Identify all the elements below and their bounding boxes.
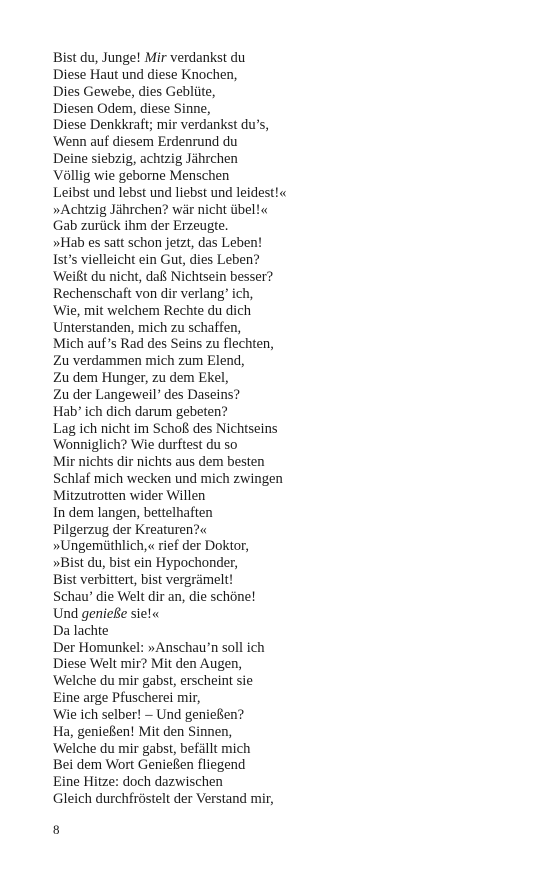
poem-line-text: Pilgerzug der Kreaturen?«: [53, 521, 207, 538]
poem-line-text: verdankst du: [166, 50, 246, 66]
poem-line: [53, 589, 523, 606]
poem-line-text: Lag ich nicht im Schoß des Nichtseins: [53, 420, 278, 437]
poem-line: [53, 640, 523, 657]
poem-line: [53, 84, 523, 101]
poem-line: [53, 488, 523, 505]
page-number: 8: [53, 822, 60, 837]
poem-line: [53, 724, 523, 741]
poem-line-text: »Ungemüthlich,« rief der Doktor,: [53, 538, 249, 555]
poem-line: [53, 538, 523, 555]
poem-line-text: Ha, genießen! Mit den Sinnen,: [53, 723, 233, 740]
poem-line-text: »Achtzig Jährchen? wär nicht übel!«: [53, 201, 268, 218]
poem-line: [53, 757, 523, 774]
poem-line-text: Eine arge Pfuscherei mir,: [53, 690, 201, 707]
poem-line-text: Wonniglich? Wie durftest du so: [53, 437, 238, 454]
poem-line-text: Diese Welt mir? Mit den Augen,: [53, 656, 243, 673]
poem-line-text: Diese Haut und diese Knochen,: [53, 66, 238, 83]
poem-line: [53, 437, 523, 454]
poem-line: [53, 101, 523, 118]
poem-line-text: »Bist du, bist ein Hypochonder,: [53, 555, 239, 572]
poem-line-text: Deine siebzig, achtzig Jährchen: [53, 151, 238, 168]
poem-line: [53, 555, 523, 572]
poem-line: [53, 791, 523, 808]
poem-line: [53, 134, 523, 151]
poem-line: [53, 690, 523, 707]
poem-line-text: Gleich durchfröstelt der Verstand mir,: [53, 791, 274, 808]
poem-line-text: In dem langen, bettelhaften: [53, 504, 213, 521]
poem-line-text: sie!«: [127, 605, 160, 622]
poem-line: [53, 673, 523, 690]
poem-line-text: Und: [53, 605, 82, 622]
poem-line-text: Schlaf mich wecken und mich zwingen: [53, 471, 283, 488]
poem-line: [53, 202, 523, 219]
poem-line-emphasis: genieße: [81, 605, 128, 622]
poem-line-text: Gab zurück ihm der Erzeugte.: [53, 218, 229, 235]
poem-line: [53, 387, 523, 404]
poem-line-text: Welche du mir gabst, befällt mich: [53, 740, 251, 757]
poem-line: [53, 185, 523, 202]
poem-line-text: Bei dem Wort Genießen fliegend: [53, 757, 246, 774]
poem-line: [53, 623, 523, 640]
poem-line: [53, 353, 523, 370]
poem-line: [53, 252, 523, 269]
poem-line: [53, 404, 523, 421]
poem-line-emphasis: Mir: [144, 50, 167, 66]
poem-line-text: Bist verbittert, bist vergrämelt!: [53, 572, 234, 589]
poem-line-text: Der Homunkel: »Anschau’n soll ich: [53, 639, 265, 656]
poem-line-text: Unterstanden, mich zu schaffen,: [53, 319, 242, 336]
poem-line-text: Zu der Langeweil’ des Daseins?: [53, 386, 240, 403]
poem-line: [53, 218, 523, 235]
poem-line-text: Weißt du nicht, daß Nichtsein besser?: [53, 268, 274, 285]
poem-line: [53, 606, 523, 623]
poem-line-text: Diese Denkkraft; mir verdankst du’s,: [53, 117, 270, 134]
poem-line-text: Zu dem Hunger, zu dem Ekel,: [53, 370, 229, 387]
poem-line: [53, 303, 523, 320]
poem-line: [53, 741, 523, 758]
poem-line-text: Bist du, Junge!: [53, 50, 145, 66]
poem-line: [53, 656, 523, 673]
poem-line: [53, 707, 523, 724]
poem-line: [53, 235, 523, 252]
poem-line-text: Mich auf’s Rad des Seins zu flechten,: [53, 336, 274, 353]
poem-line: [53, 370, 523, 387]
poem-line-text: Zu verdammen mich zum Elend,: [53, 353, 245, 370]
poem-line-text: Eine Hitze: doch dazwischen: [53, 774, 223, 791]
poem-line-text: Ist’s vielleicht ein Gut, dies Leben?: [53, 252, 260, 269]
poem-line-text: Leibst und lebst und liebst und leidest!«: [53, 184, 287, 201]
poem-line: [53, 471, 523, 488]
poem-line-text: Diesen Odem, diese Sinne,: [53, 100, 211, 117]
poem-line: [53, 50, 523, 67]
poem-line: [53, 151, 523, 168]
poem-line: [53, 454, 523, 471]
poem-line: [53, 117, 523, 134]
poem-line: [53, 505, 523, 522]
poem-line: [53, 67, 523, 84]
poem-line-text: Welche du mir gabst, erscheint sie: [53, 673, 253, 690]
poem-line-text: Da lachte: [53, 622, 109, 639]
poem-line-text: Wenn auf diesem Erdenrund du: [53, 134, 238, 151]
poem-line-text: Hab’ ich dich darum gebeten?: [53, 403, 228, 420]
poem-line: [53, 286, 523, 303]
poem-line-text: Rechenschaft von dir verlang’ ich,: [53, 285, 254, 302]
poem-line: [53, 421, 523, 438]
poem-line: [53, 336, 523, 353]
poem-line-text: Völlig wie geborne Menschen: [53, 167, 230, 184]
poem-line: [53, 774, 523, 791]
poem-line-text: Schau’ die Welt dir an, die schöne!: [53, 589, 256, 605]
poem-text: [53, 50, 523, 808]
poem-line-text: Mir nichts dir nichts aus dem besten: [53, 454, 265, 471]
poem-line-text: Wie, mit welchem Rechte du dich: [53, 302, 251, 319]
poem-line-text: »Hab es satt schon jetzt, das Leben!: [53, 235, 263, 252]
poem-line: [53, 522, 523, 539]
poem-line-text: Wie ich selber! – Und genießen?: [53, 706, 245, 723]
poem-line: [53, 320, 523, 337]
poem-line-text: Dies Gewebe, dies Geblüte,: [53, 83, 216, 100]
poem-line: [53, 168, 523, 185]
poem-line: [53, 572, 523, 589]
poem-line-text: Mitzutrotten wider Willen: [53, 487, 206, 504]
poem-line: [53, 269, 523, 286]
